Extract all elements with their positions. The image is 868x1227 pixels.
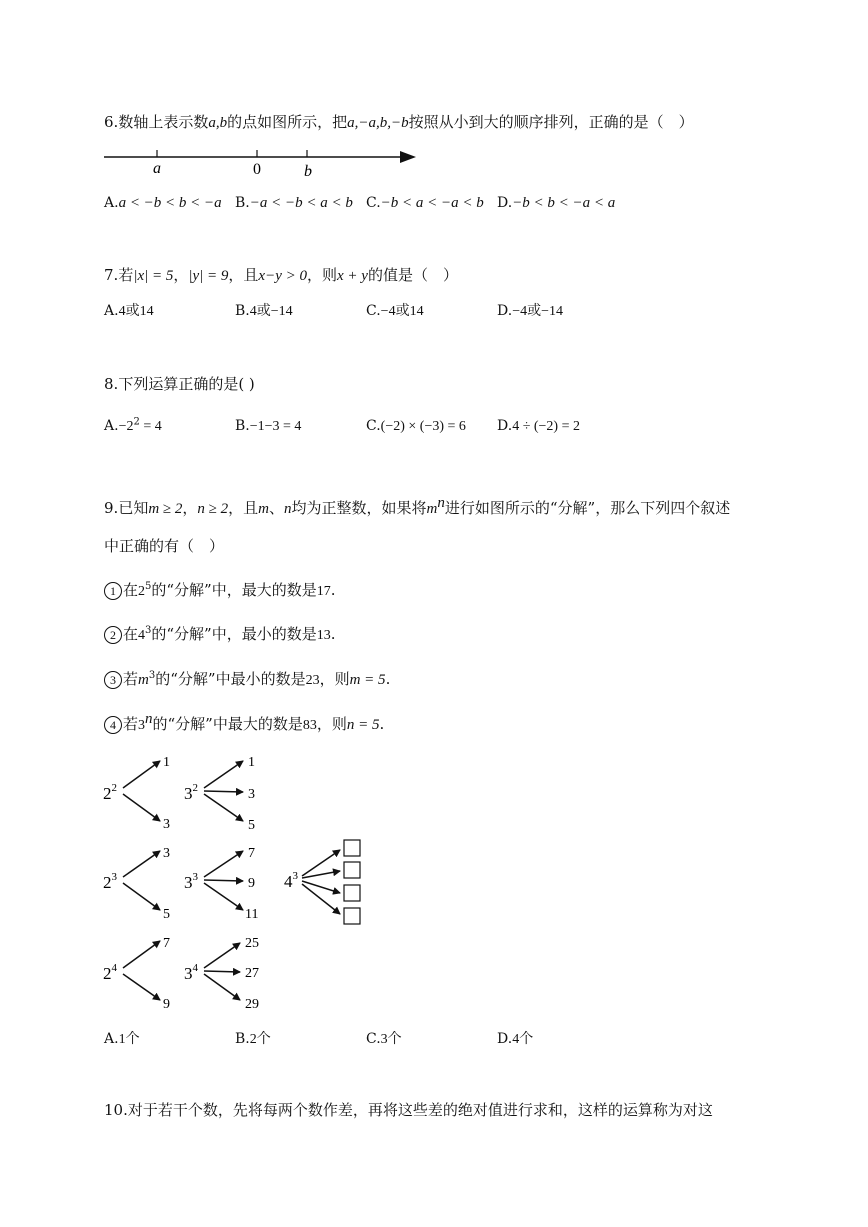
q9-stem-line2: 中正确的有（ ） <box>104 537 225 555</box>
svg-text:1: 1 <box>163 755 170 770</box>
q9-option-a[interactable]: A.1个 <box>104 1031 140 1047</box>
base-4-cubed: $4^3$ <box>284 870 298 891</box>
arrow-3cu-mid <box>204 880 243 881</box>
circled-number-3: 3 <box>104 671 122 689</box>
arrow-3q-up <box>204 943 240 968</box>
q6-stem: 6.数轴上表示数a,b的点如图所示，把a,−a,b,−b按照从小到大的顺序排列，正确的是（ ） <box>104 113 694 131</box>
base-2-cubed: $2^3$ <box>103 871 117 892</box>
arrow-2sq-down <box>123 794 160 821</box>
q7-option-c[interactable]: C.−4或14 <box>366 303 424 319</box>
q6-number-line <box>100 145 430 183</box>
q6-option-c[interactable]: C.−b < a < −a < b <box>366 195 484 211</box>
q8-stem: 8.下列运算正确的是( ) <box>104 375 255 393</box>
q9-option-c[interactable]: C.3个 <box>366 1031 402 1047</box>
q9-statement-2: 2 在$4^3$的“分解”中，最小的数是13. <box>104 624 336 646</box>
base-2-fourth: $2^4$ <box>103 962 117 983</box>
q7-option-d[interactable]: D.−4或−14 <box>497 303 563 319</box>
circled-number-2: 2 <box>104 626 122 644</box>
svg-text:3: 3 <box>163 817 170 832</box>
label-a: a <box>153 160 161 177</box>
q6-option-b[interactable]: B.−a < −b < a < b <box>235 195 353 211</box>
svg-text:11: 11 <box>245 907 259 922</box>
q8-option-b[interactable]: B.−1−3 = 4 <box>235 418 302 434</box>
blank-box-3 <box>344 885 360 901</box>
q10-stem: 10.对于若干个数，先将每两个数作差，再将这些差的绝对值进行求和，这样的运算称为对这 <box>104 1101 713 1119</box>
arrow-3sq-mid <box>204 791 243 792</box>
label-b: b <box>304 163 312 180</box>
svg-text:9: 9 <box>163 997 170 1012</box>
q8-option-c[interactable]: C.(−2) × (−3) = 6 <box>366 418 466 434</box>
q9-decomposition-diagram <box>95 745 385 1025</box>
svg-text:9: 9 <box>248 876 255 891</box>
circled-number-4: 4 <box>104 716 122 734</box>
arrow-3cu-up <box>204 851 243 877</box>
q7-option-a[interactable]: A.4或14 <box>104 303 154 319</box>
blank-box-1 <box>344 840 360 856</box>
axis-arrow <box>400 151 416 163</box>
svg-text:3: 3 <box>248 787 255 802</box>
blank-box-2 <box>344 862 360 878</box>
arrow-3sq-down <box>204 794 243 821</box>
q8-option-a[interactable]: $A.-2^2 = 4$ <box>104 416 162 434</box>
q9-option-b[interactable]: B.2个 <box>235 1031 271 1047</box>
arrow-3q-mid <box>204 971 240 972</box>
svg-text:3: 3 <box>163 846 170 861</box>
circled-number-1: 1 <box>104 582 122 600</box>
arrow-3q-down <box>204 974 240 1000</box>
arrow-2cu-down <box>123 883 160 910</box>
blank-box-4 <box>344 908 360 924</box>
q8-option-d[interactable]: D.4 ÷ (−2) = 2 <box>497 418 580 434</box>
base-3-squared: $3^2$ <box>184 782 198 803</box>
svg-text:7: 7 <box>163 936 170 951</box>
q6-option-a[interactable]: A.a < −b < b < −a <box>104 195 222 211</box>
arrow-2q-up <box>123 941 160 968</box>
q9-option-d[interactable]: D.4个 <box>497 1031 534 1047</box>
arrow-4cu-4 <box>302 884 340 914</box>
arrow-2sq-up <box>123 761 160 788</box>
svg-text:1: 1 <box>248 755 255 770</box>
arrow-4cu-3 <box>302 881 340 893</box>
base-2-squared: $2^2$ <box>103 782 117 803</box>
base-3-fourth: $3^4$ <box>184 962 198 983</box>
svg-text:5: 5 <box>248 818 255 833</box>
arrow-2cu-up <box>123 851 160 877</box>
svg-text:5: 5 <box>163 907 170 922</box>
svg-text:29: 29 <box>245 997 259 1012</box>
q9-statement-3: 3 若$m^3$的“分解”中最小的数是23，则m = 5. <box>104 669 390 691</box>
label-zero: 0 <box>253 161 261 178</box>
arrow-2q-down <box>123 974 160 1000</box>
q9-stem: 9.已知m ≥ 2，n ≥ 2，且m、n均为正整数，如果将$m^n$进行如图所示的“分解”，那么下列四个叙述 <box>104 495 731 517</box>
arrow-3cu-down <box>204 883 243 910</box>
q9-statement-4: 4 若3$^n$的“分解”中最大的数是83，则n = 5. <box>104 714 384 736</box>
svg-text:25: 25 <box>245 936 259 951</box>
svg-text:7: 7 <box>248 846 255 861</box>
q7-option-b[interactable]: B.4或−14 <box>235 303 293 319</box>
arrow-3sq-up <box>204 761 243 788</box>
q9-statement-1: 1 在$2^5$的“分解”中，最大的数是17. <box>104 580 336 602</box>
base-3-cubed: $3^3$ <box>184 871 198 892</box>
q7-stem: 7.若|x| = 5，|y| = 9，且x−y > 0，则x + y的值是（ ） <box>104 266 458 284</box>
q6-option-d[interactable]: D.−b < b < −a < a <box>497 195 616 211</box>
svg-text:27: 27 <box>245 966 259 981</box>
